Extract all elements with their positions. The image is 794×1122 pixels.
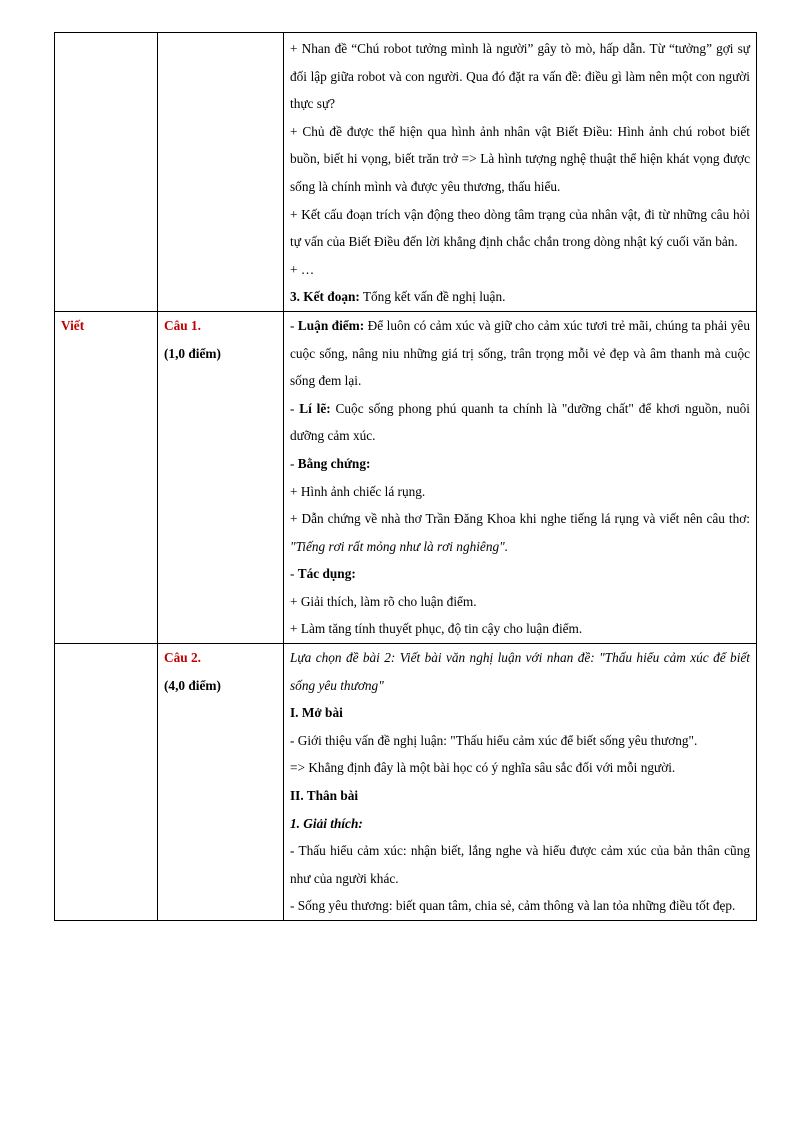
question-points: (4,0 điểm) (164, 677, 221, 693)
paragraph: + … (290, 261, 315, 277)
table-row (55, 644, 757, 921)
paragraph: + Kết cấu đoạn trích vận động theo dòng tâm trạng của nhân vật, đi từ những câu hỏi tự vấn của Biết Điều đến lời khẳng định chắc chắn trong dòng nhật ký cuối văn bản. (290, 206, 750, 250)
li-le-label: Lí lẽ: (299, 400, 331, 416)
paragraph: - Lí lẽ: Cuộc sống phong phú quanh ta chính là "dưỡng chất" để khơi nguồn, nuôi dưỡng cảm xúc. (290, 400, 750, 444)
question-cell (158, 644, 284, 921)
content-cell (284, 311, 757, 643)
heading-mo-bai: I. Mở bài (290, 705, 343, 721)
conclusion-text: Tổng kết vấn đề nghị luận. (359, 289, 506, 305)
paragraph: + Chủ đề được thể hiện qua hình ảnh nhân vật Biết Điều: Hình ảnh chú robot biết buồn, biết hi vọng, biết trăn trở => Là hình tượng nghệ thuật thể hiện khát vọng được sống là chính mình và được yêu thương, thấu hiểu. (290, 123, 750, 194)
question-cell (158, 311, 284, 643)
conclusion-label: 3. Kết đoạn: (290, 289, 360, 305)
section-cell (55, 33, 158, 312)
paragraph (290, 283, 750, 311)
paragraph: + Hình ảnh chiếc lá rụng. (290, 483, 426, 499)
paragraph: + Nhan đề “Chú robot tưởng mình là người” gây tò mò, hấp dẫn. Từ “tưởng” gợi sự đối lập giữa robot và con người. Qua đó đặt ra vấn đề: điều gì làm nên một con người thực sự? (290, 41, 750, 112)
paragraph: - Luận điểm: Để luôn có cảm xúc và giữ cho cảm xúc tươi trẻ mãi, chúng ta phải yêu cuộc sống, nâng niu những giá trị sống, trân trọng mỗi vẻ đẹp và âm thanh mà cuộc sống đem lại. (290, 317, 750, 389)
paragraph: + Giải thích, làm rõ cho luận điểm. (290, 593, 477, 609)
question-points: (1,0 điểm) (164, 345, 221, 361)
table-row (55, 33, 757, 312)
paragraph: + Làm tăng tính thuyết phục, độ tin cậy cho luận điểm. (290, 621, 583, 637)
tac-dung-label: Tác dụng: (297, 566, 356, 582)
bang-chung-text: + Dẫn chứng về nhà thơ Trần Đăng Khoa khi nghe tiếng lá rụng và viết nên câu thơ: (290, 511, 750, 527)
paragraph: - Tác dụng: (290, 566, 356, 582)
heading-giai-thich: 1. Giải thích: (290, 815, 363, 831)
question-label: Câu 2. (164, 650, 201, 666)
paragraph: - Sống yêu thương: biết quan tâm, chia sẻ, cảm thông và lan tỏa những điều tốt đẹp. (290, 898, 736, 914)
table-row (55, 311, 757, 643)
paragraph: - Bằng chứng: (290, 455, 371, 471)
prompt-paragraph: Lựa chọn đề bài 2: Viết bài văn nghị luận với nhan đề: "Thấu hiểu cảm xúc để biết sống yêu thương" (290, 650, 750, 693)
section-cell (55, 644, 158, 921)
poem-quote: "Tiếng rơi rất mỏng như là rơi nghiêng". (290, 538, 509, 554)
section-label: Viết (61, 317, 85, 333)
paragraph: => Khẳng định đây là một bài học có ý nghĩa sâu sắc đối với mỗi người. (290, 760, 676, 776)
question-cell (158, 33, 284, 312)
question-label: Câu 1. (164, 317, 201, 333)
answer-key-table (54, 32, 757, 921)
luan-diem-label: Luận điểm: (297, 317, 365, 333)
li-le-text: Cuộc sống phong phú quanh ta chính là "dưỡng chất" để khơi nguồn, nuôi dưỡng cảm xúc. (290, 400, 750, 444)
paragraph: - Giới thiệu vấn đề nghị luận: "Thấu hiểu cảm xúc để biết sống yêu thương". (290, 732, 698, 748)
section-cell (55, 311, 158, 643)
paragraph: - Thấu hiểu cảm xúc: nhận biết, lắng nghe và hiểu được cảm xúc của bản thân cũng như của người khác. (290, 843, 750, 886)
content-cell (284, 33, 757, 312)
bang-chung-label: Bằng chứng: (297, 455, 371, 471)
luan-diem-text: Để luôn có cảm xúc và giữ cho cảm xúc tươi trẻ mãi, chúng ta phải yêu cuộc sống, nâng niu những giá trị sống, trân trọng mỗi vẻ đẹp và âm thanh mà cuộc sống đem lại. (290, 317, 750, 389)
paragraph (290, 505, 750, 560)
heading-than-bai: II. Thân bài (290, 788, 359, 804)
content-cell (284, 644, 757, 921)
